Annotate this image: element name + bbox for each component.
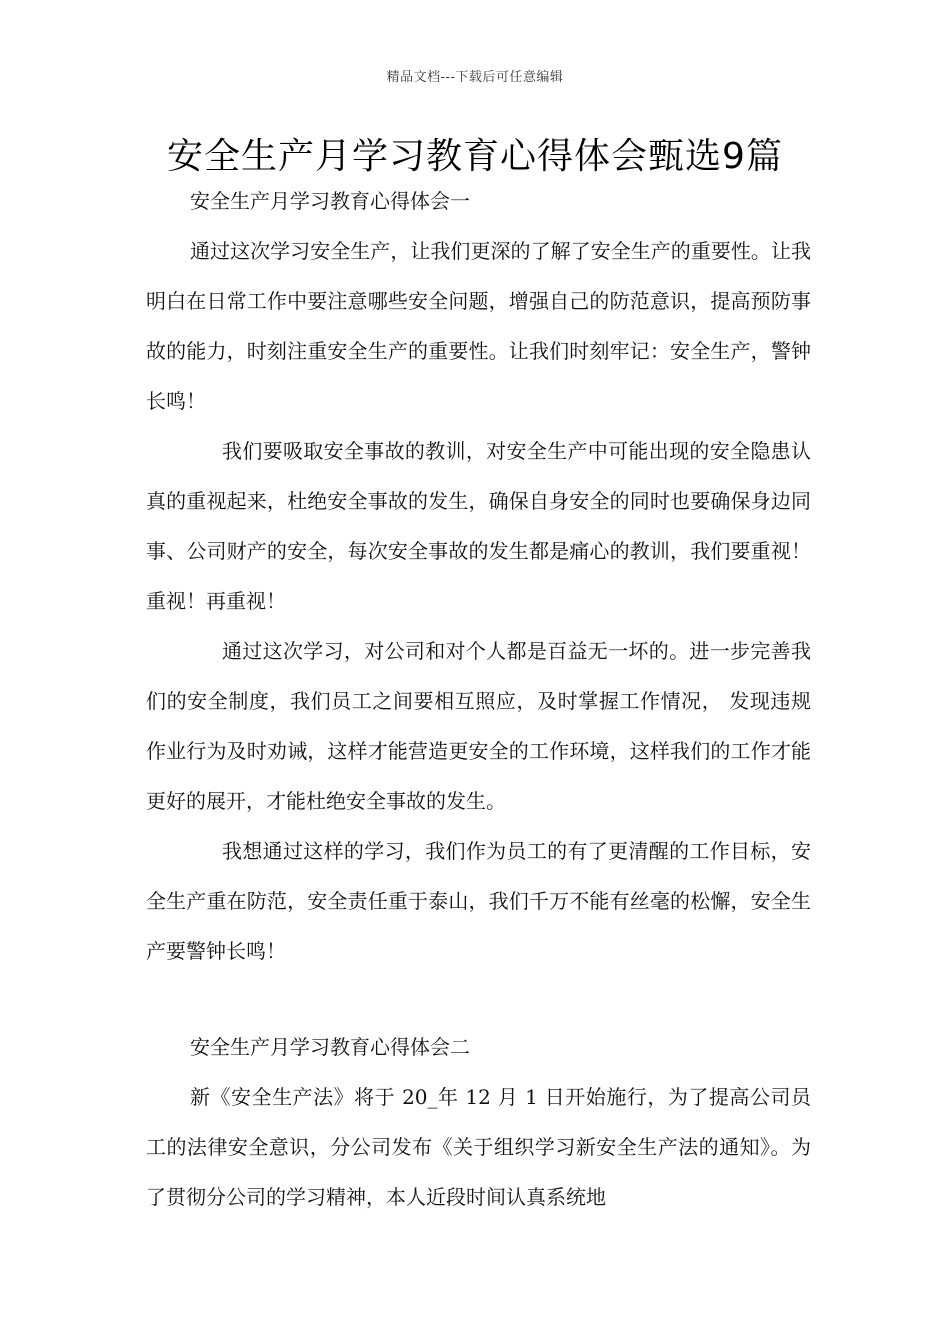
paragraph: 我想通过这样的学习，我们作为员工的有了更清醒的工作目标，安全生产重在防范，安全责任重于泰山，我们千万不能有丝毫的松懈，安全生产要警钟长鸣！ bbox=[146, 839, 811, 963]
paragraph: 我们要吸取安全事故的教训，对安全生产中可能出现的安全隐患认真的重视起来，杜绝安全事故的发生，确保自身安全的同时也要确保身边同事、公司财产的安全，每次安全事故的发生都是痛心的教训，我们要重视！重视！再重视！ bbox=[146, 439, 811, 613]
paragraph: 新《安全生产法》将于 20_年 12 月 1 日开始施行，为了提高公司员工的法律安全意识，分公司发布《关于组织学习新安全生产法的通知》。为了贯彻分公司的学习精神，本人近段时间认真系统地 bbox=[146, 1085, 811, 1209]
paragraph: 通过这次学习安全生产，让我们更深的了解了安全生产的重要性。让我明白在日常工作中要注意哪些安全问题，增强自己的防范意识，提高预防事故的能力，时刻注重安全生产的重要性。让我们时刻牢记：安全生产，警钟长鸣！ bbox=[146, 239, 811, 413]
document-body bbox=[146, 176, 811, 1222]
header-note: 精品文档---下载后可任意编辑 bbox=[386, 70, 564, 85]
paragraph: 通过这次学习，对公司和对个人都是百益无一坏的。进一步完善我们的安全制度，我们员工之间要相互照应，及时掌握工作情况， 发现违规作业行为及时劝诫，这样才能营造更安全的工作环境，这样我们的工作才能更好的展开，才能杜绝安全事故的发生。 bbox=[146, 639, 811, 813]
section-heading-1: 安全生产月学习教育心得体会一 bbox=[190, 189, 470, 213]
document-title: 安全生产月学习教育心得体会甄选9篇 bbox=[167, 136, 783, 177]
section-heading-2: 安全生产月学习教育心得体会二 bbox=[190, 1035, 470, 1059]
section-spacer bbox=[146, 976, 811, 1022]
